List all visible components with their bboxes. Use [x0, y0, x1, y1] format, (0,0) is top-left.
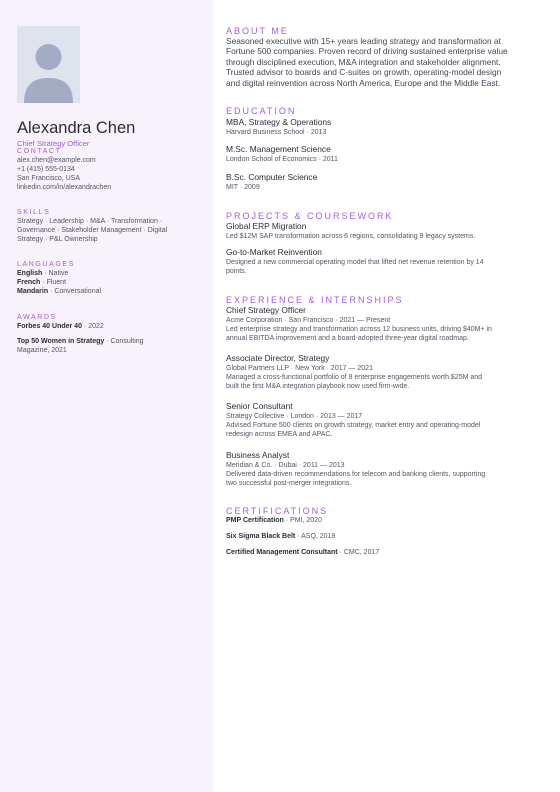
- degree: M.Sc. Management Science: [226, 144, 331, 154]
- profile-photo: [17, 26, 80, 103]
- language-item: Mandarin · Conversational: [17, 288, 102, 295]
- skills-line: Governance · Stakeholder Management · Digital: [17, 227, 168, 234]
- school: London School of Economics · 2011: [226, 156, 338, 163]
- award-item: Forbes 40 Under 40 · 2022: [17, 323, 104, 330]
- about-heading: ABOUT ME: [226, 26, 289, 36]
- school: Harvard Business School · 2013: [226, 129, 327, 136]
- experience-heading: EXPERIENCE & INTERNSHIPS: [226, 295, 404, 305]
- certifications-heading: CERTIFICATIONS: [226, 506, 329, 516]
- awards-heading: AWARDS: [17, 314, 57, 321]
- about-text: Seasoned executive with 15+ years leading strategy and transformation at Fortune 500 companies. Proven record of driving sustained enterprise value through disciplined execution, M&A integration and stakeholder alignment. Trusted advisor to boards and C-suites on growth, operating-model design and digital reinvention across North America, Europe and the Middle East.: [226, 36, 508, 88]
- job-meta: Strategy Collective · London · 2013 — 2017: [226, 413, 363, 420]
- school: MIT · 2009: [226, 184, 260, 191]
- job-role: Associate Director, Strategy: [226, 353, 330, 363]
- languages-heading: LANGUAGES: [17, 261, 75, 268]
- degree: B.Sc. Computer Science: [226, 172, 318, 182]
- job-role: Chief Strategy Officer: [226, 305, 306, 315]
- experience-item: Associate Director, Strategy Global Partners LLP · New York · 2017 — 2021 Managed a cross-functional portfolio of 8 enterprise engagements worth $25M and built the first M&A integration playbook now used firm-wide.: [226, 353, 534, 391]
- contact-email[interactable]: alex.chen@example.com: [17, 157, 96, 164]
- job-meta: Global Partners LLP · New York · 2017 — 2021: [226, 365, 373, 372]
- job-meta: Meridian & Co. · Dubai · 2011 — 2013: [226, 462, 345, 469]
- project-item: Go-to-Market Reinvention Designed a new commercial operating model that lifted net revenue retention by 14 points.: [226, 247, 534, 276]
- job-meta: Acme Corporation · San Francisco · 2021 — Present: [226, 317, 391, 324]
- contact-location: San Francisco, USA: [17, 175, 81, 182]
- person-name: Alexandra Chen: [17, 119, 136, 137]
- certification-item: Certified Management Consultant · CMC, 2017: [226, 549, 380, 556]
- skills-list: [17, 217, 197, 244]
- language-item: English · Native: [17, 270, 69, 277]
- contact-heading: CONTACT: [17, 148, 62, 155]
- education-item: [226, 117, 534, 137]
- skills-heading: SKILLS: [17, 209, 51, 216]
- certification-item: Six Sigma Black Belt · ASQ, 2018: [226, 533, 336, 540]
- project-item: Global ERP Migration Led $12M SAP transformation across 6 regions, consolidating 9 legacy systems.: [226, 221, 534, 241]
- award-item: Top 50 Women in Strategy · Consulting Magazine, 2021: [17, 338, 144, 354]
- contact-block: [17, 156, 197, 192]
- projects-heading: PROJECTS & COURSEWORK: [226, 211, 394, 221]
- job-role: Senior Consultant: [226, 401, 293, 411]
- skills-line: Strategy · Leadership · M&A · Transformation ·: [17, 218, 163, 225]
- language-item: French · Fluent: [17, 279, 67, 286]
- experience-item: Chief Strategy Officer Acme Corporation · San Francisco · 2021 — Present Led enterprise strategy and transformation across 12 business units, driving $40M+ in annual EBITDA improvement and a board-adopted three-year digital roadmap.: [226, 305, 534, 343]
- education-item: [226, 144, 534, 164]
- project-title: Global ERP Migration: [226, 221, 307, 231]
- experience-item: Senior Consultant Strategy Collective · London · 2013 — 2017 Advised Fortune 500 clients on growth strategy, market entry and operating-model redesign across EMEA and APAC.: [226, 401, 534, 439]
- skills-line: Strategy · P&L Ownership: [17, 236, 98, 243]
- education-item: [226, 172, 534, 192]
- contact-linkedin[interactable]: linkedin.com/in/alexandrachen: [17, 184, 112, 191]
- project-title: Go-to-Market Reinvention: [226, 247, 322, 257]
- job-title: Chief Strategy Officer: [17, 139, 90, 148]
- avatar-placeholder-icon: [17, 26, 80, 103]
- experience-item: Business Analyst Meridian & Co. · Dubai · 2011 — 2013 Delivered data-driven recommendations for telecom and banking clients, supporting two successful post-merger integrations.: [226, 450, 534, 488]
- education-heading: EDUCATION: [226, 106, 297, 116]
- degree: MBA, Strategy & Operations: [226, 117, 332, 127]
- contact-phone[interactable]: +1 (415) 555-0134: [17, 166, 75, 173]
- languages-list: [17, 269, 197, 296]
- job-role: Business Analyst: [226, 450, 290, 460]
- certification-item: PMP Certification · PMI, 2020: [226, 517, 322, 524]
